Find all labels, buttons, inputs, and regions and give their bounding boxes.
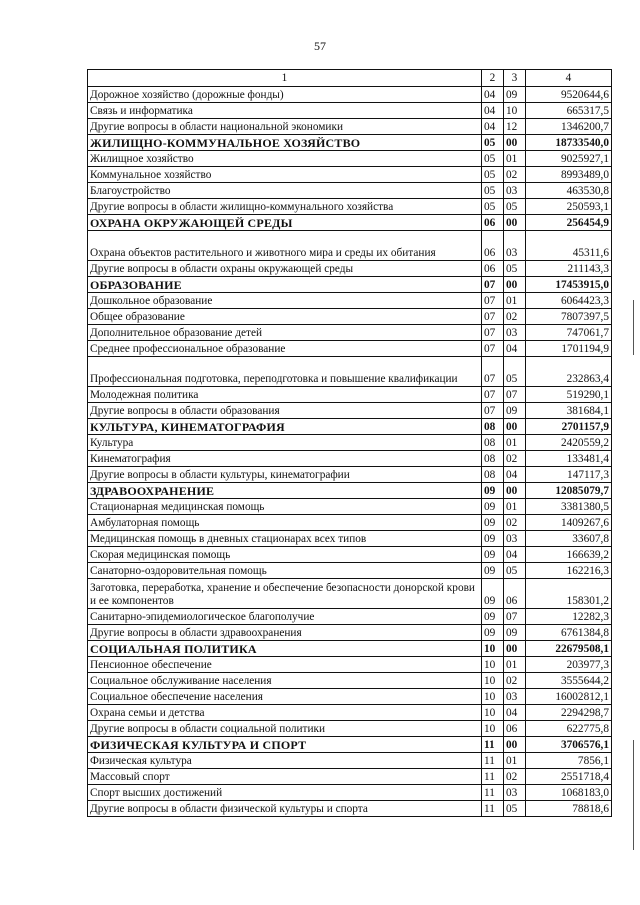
row-name-cell: Охрана семьи и детства — [88, 705, 482, 721]
row-name-cell: Массовый спорт — [88, 769, 482, 785]
table-row — [88, 673, 612, 689]
row-section-code-cell: 04 — [482, 103, 504, 119]
table-row — [88, 357, 612, 387]
section-row — [88, 737, 612, 753]
row-name-cell: Социальное обслуживание населения — [88, 673, 482, 689]
row-subsection-code-cell: 02 — [504, 515, 526, 531]
row-section-code-cell: 11 — [482, 737, 504, 753]
row-amount-cell: 2294298,7 — [526, 705, 612, 721]
table-row — [88, 721, 612, 737]
row-name-cell: Другие вопросы в области здравоохранения — [88, 625, 482, 641]
row-subsection-code-cell: 03 — [504, 531, 526, 547]
row-subsection-code-cell: 03 — [504, 183, 526, 199]
table-row — [88, 657, 612, 673]
table-row — [88, 563, 612, 579]
row-amount-cell: 232863,4 — [526, 357, 612, 387]
row-section-code-cell: 04 — [482, 119, 504, 135]
row-name-cell: Культура — [88, 435, 482, 451]
table-row — [88, 753, 612, 769]
row-name-cell: Социальное обеспечение населения — [88, 689, 482, 705]
row-subsection-code-cell: 02 — [504, 769, 526, 785]
row-subsection-code-cell: 01 — [504, 753, 526, 769]
row-amount-cell: 7807397,5 — [526, 309, 612, 325]
row-amount-cell: 3381380,5 — [526, 499, 612, 515]
row-amount-cell: 250593,1 — [526, 199, 612, 215]
row-amount-cell: 147117,3 — [526, 467, 612, 483]
row-name-cell: Другие вопросы в области охраны окружающей среды — [88, 261, 482, 277]
section-row — [88, 483, 612, 499]
row-subsection-code-cell: 05 — [504, 801, 526, 817]
row-subsection-code-cell: 03 — [504, 325, 526, 341]
row-name-cell: Охрана объектов растительного и животного мира и среды их обитания — [88, 231, 482, 261]
row-name-cell: Скорая медицинская помощь — [88, 547, 482, 563]
row-name-cell: Спорт высших достижений — [88, 785, 482, 801]
row-name-cell: Физическая культура — [88, 753, 482, 769]
row-name-cell: Пенсионное обеспечение — [88, 657, 482, 673]
row-name-cell: Стационарная медицинская помощь — [88, 499, 482, 515]
row-name-cell: Другие вопросы в области культуры, кинематографии — [88, 467, 482, 483]
table-row — [88, 325, 612, 341]
table-row — [88, 705, 612, 721]
table-row — [88, 167, 612, 183]
table-row — [88, 609, 612, 625]
row-amount-cell: 33607,8 — [526, 531, 612, 547]
row-subsection-code-cell: 04 — [504, 467, 526, 483]
row-amount-cell: 3555644,2 — [526, 673, 612, 689]
row-name-cell: ОБРАЗОВАНИЕ — [88, 277, 482, 293]
table-row — [88, 151, 612, 167]
row-section-code-cell: 11 — [482, 753, 504, 769]
row-subsection-code-cell: 04 — [504, 705, 526, 721]
row-name-cell: Заготовка, переработка, хранение и обеспечение безопасности донорской крови и ее компонентов — [88, 579, 482, 609]
scan-edge-line — [633, 300, 634, 355]
row-subsection-code-cell: 07 — [504, 387, 526, 403]
row-section-code-cell: 06 — [482, 231, 504, 261]
section-row — [88, 419, 612, 435]
row-amount-cell: 1068183,0 — [526, 785, 612, 801]
row-amount-cell: 8993489,0 — [526, 167, 612, 183]
row-name-cell: Другие вопросы в области физической культуры и спорта — [88, 801, 482, 817]
row-amount-cell: 211143,3 — [526, 261, 612, 277]
row-amount-cell: 2701157,9 — [526, 419, 612, 435]
row-amount-cell: 1409267,6 — [526, 515, 612, 531]
row-amount-cell: 6064423,3 — [526, 293, 612, 309]
row-section-code-cell: 08 — [482, 467, 504, 483]
table-row — [88, 261, 612, 277]
row-name-cell: Коммунальное хозяйство — [88, 167, 482, 183]
table-row — [88, 341, 612, 357]
row-amount-cell: 133481,4 — [526, 451, 612, 467]
row-name-cell: Жилищное хозяйство — [88, 151, 482, 167]
row-section-code-cell: 09 — [482, 499, 504, 515]
row-name-cell: Профессиональная подготовка, переподготовка и повышение квалификации — [88, 357, 482, 387]
row-amount-cell: 16002812,1 — [526, 689, 612, 705]
row-name-cell: Общее образование — [88, 309, 482, 325]
row-subsection-code-cell: 01 — [504, 499, 526, 515]
row-section-code-cell: 09 — [482, 625, 504, 641]
row-amount-cell: 2420559,2 — [526, 435, 612, 451]
table-row — [88, 467, 612, 483]
row-section-code-cell: 07 — [482, 403, 504, 419]
table-row — [88, 689, 612, 705]
row-amount-cell: 6761384,8 — [526, 625, 612, 641]
section-row — [88, 135, 612, 151]
header-col-3: 3 — [504, 70, 526, 87]
row-name-cell: СОЦИАЛЬНАЯ ПОЛИТИКА — [88, 641, 482, 657]
row-subsection-code-cell: 10 — [504, 103, 526, 119]
row-name-cell: Молодежная политика — [88, 387, 482, 403]
row-section-code-cell: 09 — [482, 547, 504, 563]
row-subsection-code-cell: 03 — [504, 231, 526, 261]
table-row — [88, 499, 612, 515]
row-section-code-cell: 06 — [482, 215, 504, 231]
row-section-code-cell: 09 — [482, 563, 504, 579]
table-row — [88, 231, 612, 261]
row-subsection-code-cell: 01 — [504, 435, 526, 451]
row-section-code-cell: 10 — [482, 689, 504, 705]
row-amount-cell: 256454,9 — [526, 215, 612, 231]
row-subsection-code-cell: 03 — [504, 785, 526, 801]
row-section-code-cell: 07 — [482, 325, 504, 341]
row-subsection-code-cell: 04 — [504, 341, 526, 357]
row-subsection-code-cell: 02 — [504, 451, 526, 467]
row-subsection-code-cell: 00 — [504, 483, 526, 499]
row-section-code-cell: 06 — [482, 261, 504, 277]
row-subsection-code-cell: 05 — [504, 261, 526, 277]
header-col-1: 1 — [88, 70, 482, 87]
row-amount-cell: 12085079,7 — [526, 483, 612, 499]
table-row — [88, 547, 612, 563]
row-section-code-cell: 04 — [482, 87, 504, 103]
row-section-code-cell: 09 — [482, 483, 504, 499]
row-amount-cell: 747061,7 — [526, 325, 612, 341]
row-name-cell: Дополнительное образование детей — [88, 325, 482, 341]
table-row — [88, 403, 612, 419]
row-amount-cell: 665317,5 — [526, 103, 612, 119]
row-subsection-code-cell: 00 — [504, 419, 526, 435]
row-amount-cell: 622775,8 — [526, 721, 612, 737]
table-row — [88, 769, 612, 785]
row-section-code-cell: 07 — [482, 293, 504, 309]
row-amount-cell: 463530,8 — [526, 183, 612, 199]
row-name-cell: Медицинская помощь в дневных стационарах всех типов — [88, 531, 482, 547]
table-row — [88, 103, 612, 119]
row-name-cell: Кинематография — [88, 451, 482, 467]
page-number: 57 — [314, 39, 326, 53]
row-section-code-cell: 09 — [482, 531, 504, 547]
row-section-code-cell: 10 — [482, 721, 504, 737]
row-section-code-cell: 07 — [482, 309, 504, 325]
row-amount-cell: 12282,3 — [526, 609, 612, 625]
table-row — [88, 387, 612, 403]
row-section-code-cell: 05 — [482, 151, 504, 167]
row-amount-cell: 519290,1 — [526, 387, 612, 403]
scan-edge-line — [633, 740, 634, 850]
table-row — [88, 183, 612, 199]
table-row — [88, 199, 612, 215]
table-row — [88, 625, 612, 641]
row-name-cell: Другие вопросы в области социальной политики — [88, 721, 482, 737]
row-amount-cell: 45311,6 — [526, 231, 612, 261]
row-subsection-code-cell: 00 — [504, 277, 526, 293]
budget-table — [87, 69, 612, 817]
table-row — [88, 785, 612, 801]
header-col-4: 4 — [526, 70, 612, 87]
row-section-code-cell: 07 — [482, 341, 504, 357]
table-row — [88, 293, 612, 309]
row-section-code-cell: 08 — [482, 451, 504, 467]
row-section-code-cell: 09 — [482, 579, 504, 609]
row-section-code-cell: 10 — [482, 641, 504, 657]
row-name-cell: КУЛЬТУРА, КИНЕМАТОГРАФИЯ — [88, 419, 482, 435]
row-name-cell: ОХРАНА ОКРУЖАЮЩЕЙ СРЕДЫ — [88, 215, 482, 231]
row-amount-cell: 22679508,1 — [526, 641, 612, 657]
section-row — [88, 215, 612, 231]
row-subsection-code-cell: 05 — [504, 563, 526, 579]
table-row — [88, 451, 612, 467]
row-name-cell: Другие вопросы в области национальной экономики — [88, 119, 482, 135]
table-row — [88, 309, 612, 325]
row-section-code-cell: 05 — [482, 167, 504, 183]
row-amount-cell: 78818,6 — [526, 801, 612, 817]
row-amount-cell: 9520644,6 — [526, 87, 612, 103]
row-name-cell: ЗДРАВООХРАНЕНИЕ — [88, 483, 482, 499]
row-amount-cell: 1701194,9 — [526, 341, 612, 357]
row-subsection-code-cell: 05 — [504, 357, 526, 387]
row-amount-cell: 162216,3 — [526, 563, 612, 579]
row-amount-cell: 18733540,0 — [526, 135, 612, 151]
row-amount-cell: 381684,1 — [526, 403, 612, 419]
row-subsection-code-cell: 07 — [504, 609, 526, 625]
row-subsection-code-cell: 04 — [504, 547, 526, 563]
row-name-cell: Дошкольное образование — [88, 293, 482, 309]
row-section-code-cell: 07 — [482, 357, 504, 387]
row-amount-cell: 203977,3 — [526, 657, 612, 673]
row-subsection-code-cell: 00 — [504, 737, 526, 753]
row-section-code-cell: 11 — [482, 801, 504, 817]
row-name-cell: Дорожное хозяйство (дорожные фонды) — [88, 87, 482, 103]
row-subsection-code-cell: 05 — [504, 199, 526, 215]
row-name-cell: Санитарно-эпидемиологическое благополучие — [88, 609, 482, 625]
table-header-row — [88, 70, 612, 87]
row-subsection-code-cell: 02 — [504, 673, 526, 689]
row-amount-cell: 166639,2 — [526, 547, 612, 563]
row-subsection-code-cell: 00 — [504, 641, 526, 657]
table-row — [88, 579, 612, 609]
row-section-code-cell: 07 — [482, 387, 504, 403]
section-row — [88, 277, 612, 293]
row-subsection-code-cell: 00 — [504, 135, 526, 151]
row-amount-cell: 3706576,1 — [526, 737, 612, 753]
row-section-code-cell: 08 — [482, 435, 504, 451]
row-section-code-cell: 05 — [482, 183, 504, 199]
table-row — [88, 531, 612, 547]
row-subsection-code-cell: 00 — [504, 215, 526, 231]
row-section-code-cell: 11 — [482, 769, 504, 785]
row-name-cell: ФИЗИЧЕСКАЯ КУЛЬТУРА И СПОРТ — [88, 737, 482, 753]
row-subsection-code-cell: 06 — [504, 721, 526, 737]
row-amount-cell: 17453915,0 — [526, 277, 612, 293]
row-name-cell: Другие вопросы в области образования — [88, 403, 482, 419]
table-row — [88, 515, 612, 531]
row-subsection-code-cell: 01 — [504, 151, 526, 167]
row-section-code-cell: 08 — [482, 419, 504, 435]
row-name-cell: Другие вопросы в области жилищно-коммунального хозяйства — [88, 199, 482, 215]
row-section-code-cell: 09 — [482, 515, 504, 531]
row-subsection-code-cell: 09 — [504, 625, 526, 641]
row-amount-cell: 158301,2 — [526, 579, 612, 609]
row-section-code-cell: 10 — [482, 705, 504, 721]
header-col-2: 2 — [482, 70, 504, 87]
row-subsection-code-cell: 09 — [504, 403, 526, 419]
row-amount-cell: 1346200,7 — [526, 119, 612, 135]
row-name-cell: Среднее профессиональное образование — [88, 341, 482, 357]
row-section-code-cell: 07 — [482, 277, 504, 293]
row-section-code-cell: 05 — [482, 199, 504, 215]
row-subsection-code-cell: 09 — [504, 87, 526, 103]
row-amount-cell: 2551718,4 — [526, 769, 612, 785]
row-amount-cell: 9025927,1 — [526, 151, 612, 167]
row-subsection-code-cell: 01 — [504, 293, 526, 309]
row-section-code-cell: 10 — [482, 673, 504, 689]
row-name-cell: Благоустройство — [88, 183, 482, 199]
table-row — [88, 87, 612, 103]
table-row — [88, 119, 612, 135]
row-name-cell: ЖИЛИЩНО-КОММУНАЛЬНОЕ ХОЗЯЙСТВО — [88, 135, 482, 151]
row-section-code-cell: 11 — [482, 785, 504, 801]
row-section-code-cell: 05 — [482, 135, 504, 151]
row-subsection-code-cell: 02 — [504, 309, 526, 325]
table-row — [88, 435, 612, 451]
row-subsection-code-cell: 01 — [504, 657, 526, 673]
row-subsection-code-cell: 12 — [504, 119, 526, 135]
section-row — [88, 641, 612, 657]
row-section-code-cell: 10 — [482, 657, 504, 673]
row-section-code-cell: 09 — [482, 609, 504, 625]
row-subsection-code-cell: 06 — [504, 579, 526, 609]
row-subsection-code-cell: 03 — [504, 689, 526, 705]
row-amount-cell: 7856,1 — [526, 753, 612, 769]
row-name-cell: Санаторно-оздоровительная помощь — [88, 563, 482, 579]
row-name-cell: Связь и информатика — [88, 103, 482, 119]
row-subsection-code-cell: 02 — [504, 167, 526, 183]
table-row — [88, 801, 612, 817]
row-name-cell: Амбулаторная помощь — [88, 515, 482, 531]
